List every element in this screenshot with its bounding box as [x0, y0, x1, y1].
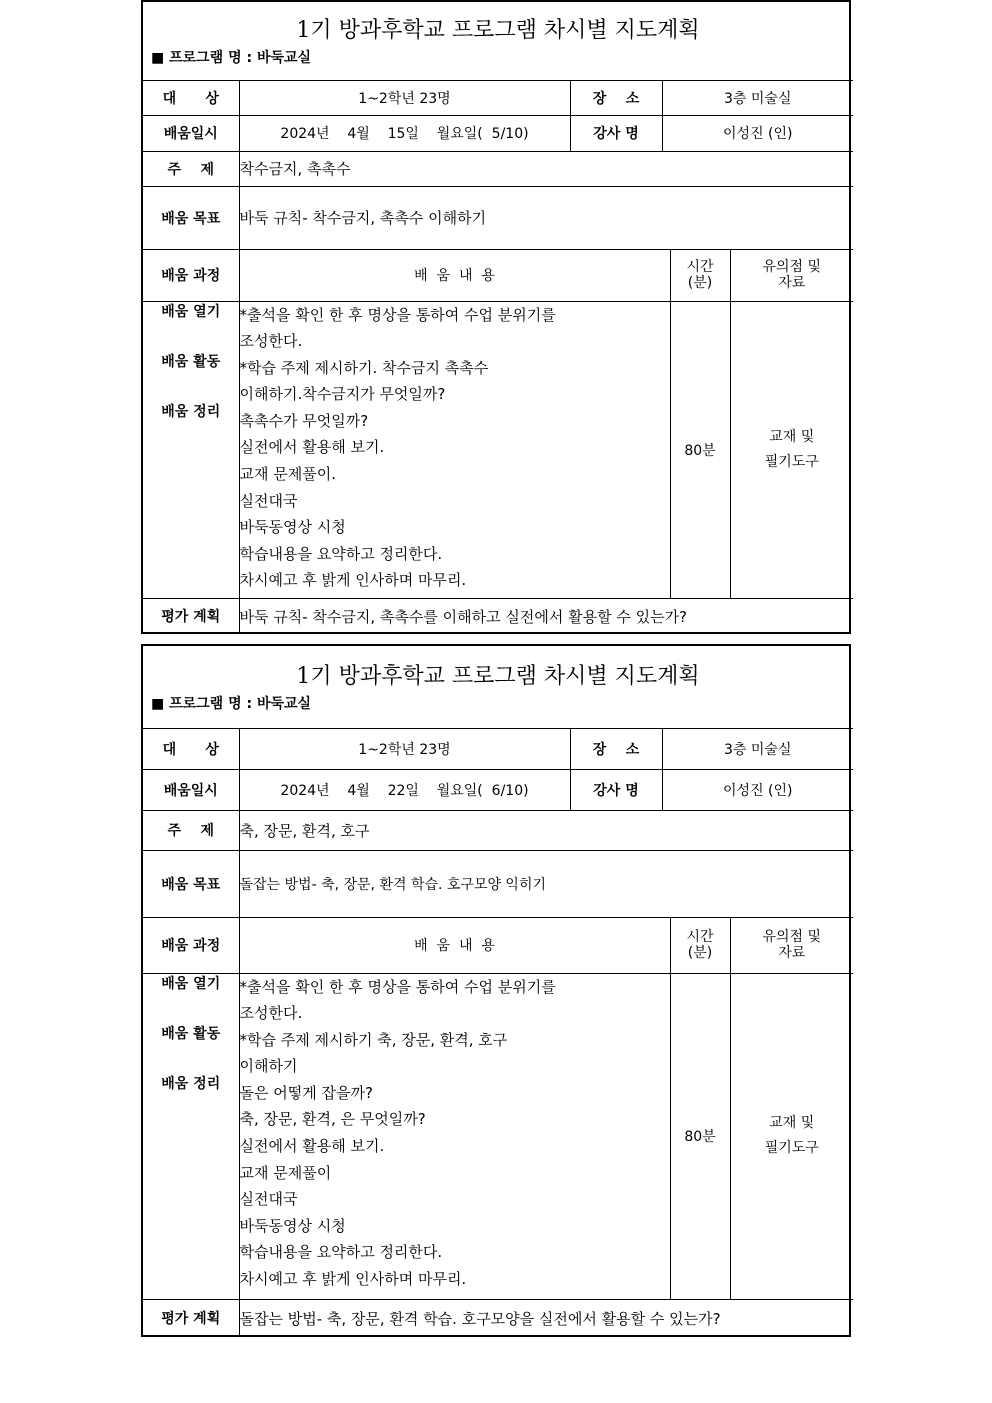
content-line: 교재 문제풀이 — [239, 1163, 332, 1182]
lesson-content — [239, 301, 670, 598]
topic-value: 축, 장문, 환격, 호구 — [239, 810, 853, 850]
content-line: 실전대국 — [239, 1190, 298, 1209]
target-value: 1~2학년 23명 — [239, 80, 570, 115]
content-line: 실전대국 — [239, 491, 298, 510]
place-label: 장 소 — [570, 80, 662, 115]
date-label: 배움일시 — [143, 115, 239, 151]
content-line: 바둑동영상 시청 — [239, 518, 346, 537]
page-title: 1기 방과후학교 프로그램 차시별 지도계획 — [296, 663, 700, 689]
process-steps — [143, 973, 239, 1299]
place-value: 3층 미술실 — [662, 80, 853, 115]
instructor-value: 이성진 (인) — [662, 115, 853, 151]
target-label: 대 상 — [143, 80, 239, 115]
time-value: 80분 — [670, 973, 730, 1299]
eval-label: 평가 계획 — [143, 1299, 239, 1337]
time-label: 시간 (분) — [670, 249, 730, 301]
process-label: 배움 과정 — [143, 917, 239, 973]
step-wrapup: 배움 정리 — [161, 1075, 221, 1092]
program-name: ■ 프로그램 명 : 바둑교실 — [151, 49, 312, 66]
place-value: 3층 미술실 — [662, 728, 853, 769]
topic-label: 주 제 — [143, 810, 239, 850]
content-line: 이해하기 — [239, 1057, 298, 1076]
topic-value: 착수금지, 촉촉수 — [239, 151, 853, 186]
content-line: 차시예고 후 밝게 인사하며 마무리. — [239, 1270, 467, 1289]
content-line: 조성한다. — [239, 1004, 303, 1023]
topic-label: 주 제 — [143, 151, 239, 186]
goal-value: 바둑 규칙- 착수금지, 촉촉수 이해하기 — [239, 186, 853, 249]
time-label: 시간 (분) — [670, 917, 730, 973]
instructor-label: 강사 명 — [570, 115, 662, 151]
program-name: ■ 프로그램 명 : 바둑교실 — [151, 695, 312, 712]
page-title: 1기 방과후학교 프로그램 차시별 지도계획 — [296, 17, 700, 43]
content-line: *출석을 확인 한 후 명상을 통하여 수업 분위기를 — [239, 977, 556, 996]
target-value: 1~2학년 23명 — [239, 728, 570, 769]
content-line: 학습내용을 요약하고 정리한다. — [239, 544, 443, 563]
header-cell — [143, 2, 853, 80]
date-label: 배움일시 — [143, 769, 239, 810]
content-line: *학습 주제 제시하기. 착수금지 촉촉수 — [239, 358, 489, 377]
content-line: 축, 장문, 환격, 은 무엇일까? — [239, 1110, 426, 1129]
process-label: 배움 과정 — [143, 249, 239, 301]
content-line: 조성한다. — [239, 332, 303, 351]
instructor-label: 강사 명 — [570, 769, 662, 810]
content-line: 실전에서 활용해 보기. — [239, 438, 385, 457]
notes-label: 유의점 및 자료 — [730, 249, 853, 301]
content-line: 교재 문제풀이. — [239, 465, 336, 484]
place-label: 장 소 — [570, 728, 662, 769]
step-activity: 배움 활동 — [161, 353, 221, 370]
content-line: 돌은 어떻게 잡을까? — [239, 1083, 373, 1102]
lesson-plan-2 — [141, 644, 851, 1337]
eval-value: 바둑 규칙- 착수금지, 촉촉수를 이해하고 실전에서 활용할 수 있는가? — [239, 598, 853, 634]
date-value: 2024년 4월 22일 월요일( 6/10) — [239, 769, 570, 810]
process-steps — [143, 301, 239, 598]
goal-label: 배움 목표 — [143, 186, 239, 249]
step-wrapup: 배움 정리 — [161, 403, 221, 420]
goal-label: 배움 목표 — [143, 850, 239, 917]
content-label: 배 움 내 용 — [239, 917, 670, 973]
content-label: 배 움 내 용 — [239, 249, 670, 301]
content-line: 촉촉수가 무엇일까? — [239, 411, 369, 430]
content-line: 학습내용을 요약하고 정리한다. — [239, 1243, 443, 1262]
notes-label: 유의점 및 자료 — [730, 917, 853, 973]
target-label: 대 상 — [143, 728, 239, 769]
content-line: 실전에서 활용해 보기. — [239, 1137, 385, 1156]
eval-label: 평가 계획 — [143, 598, 239, 634]
goal-value: 돌잡는 방법- 축, 장문, 환격 학습. 호구모양 익히기 — [239, 850, 853, 917]
materials-value: 교재 및 필기도구 — [730, 301, 853, 598]
time-value: 80분 — [670, 301, 730, 598]
instructor-value: 이성진 (인) — [662, 769, 853, 810]
step-opening: 배움 열기 — [161, 975, 221, 992]
step-activity: 배움 활동 — [161, 1025, 221, 1042]
lesson-plan-1 — [141, 0, 851, 634]
materials-value: 교재 및 필기도구 — [730, 973, 853, 1299]
content-line: 이해하기.착수금지가 무엇일까? — [239, 385, 446, 404]
content-line: 차시예고 후 밝게 인사하며 마무리. — [239, 571, 467, 590]
lesson-content — [239, 973, 670, 1299]
eval-value: 돌잡는 방법- 축, 장문, 환격 학습. 호구모양을 실전에서 활용할 수 있는가? — [239, 1299, 853, 1337]
date-value: 2024년 4월 15일 월요일( 5/10) — [239, 115, 570, 151]
content-line: *출석을 확인 한 후 명상을 통하여 수업 분위기를 — [239, 305, 556, 324]
step-opening: 배움 열기 — [161, 303, 221, 320]
header-cell — [143, 646, 853, 728]
content-line: 바둑동영상 시청 — [239, 1216, 346, 1235]
content-line: *학습 주제 제시하기 축, 장문, 환격, 호구 — [239, 1030, 508, 1049]
